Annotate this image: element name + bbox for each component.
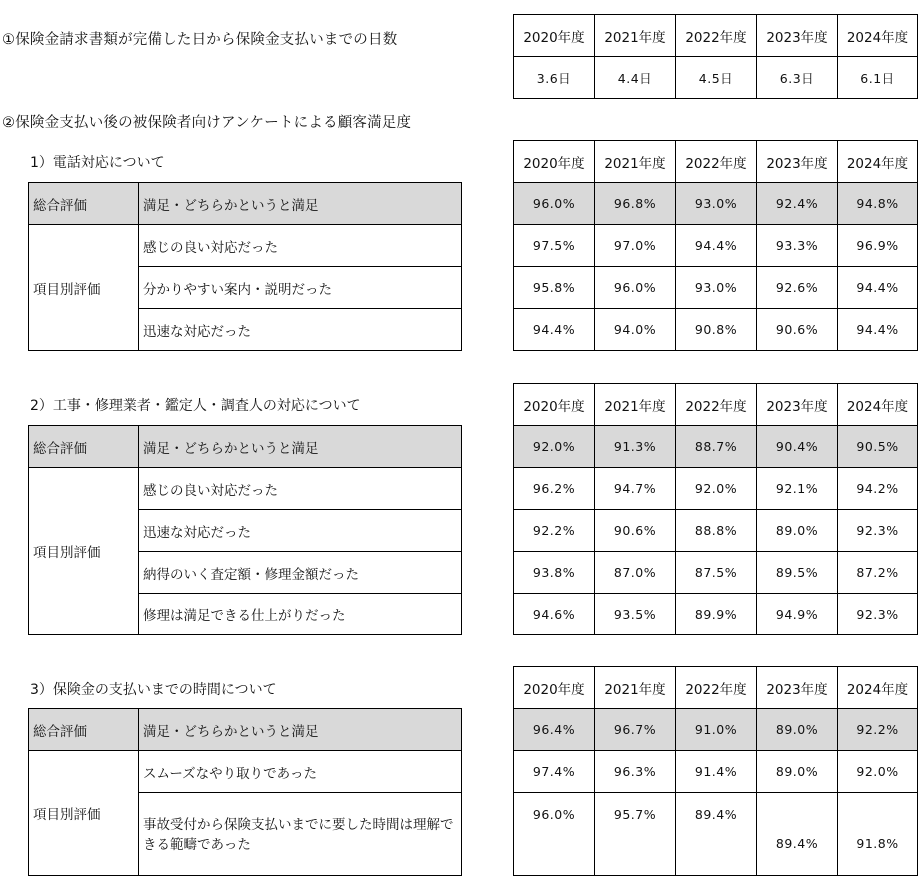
t3-item-1-value-0: 96.0% xyxy=(513,792,595,876)
t3-item-0-value-3: 89.0% xyxy=(756,750,838,793)
t1-overall-value-4: 94.8% xyxy=(837,182,918,225)
t2-item-1-value-2: 88.8% xyxy=(675,509,757,552)
s1-value-3: 6.3日 xyxy=(756,56,838,99)
t2-items-label: 項目別評価 xyxy=(28,467,139,635)
s1-value-4: 6.1日 xyxy=(837,56,918,99)
t1-overall-item: 満足・どちらかというと満足 xyxy=(138,182,462,225)
t1-year-3: 2023年度 xyxy=(756,140,838,183)
t1-items-label: 項目別評価 xyxy=(28,224,139,351)
t3-year-4: 2024年度 xyxy=(837,666,918,709)
t1-overall-value-1: 96.8% xyxy=(594,182,676,225)
t2-item-2-label: 納得のいく査定額・修理金額だった xyxy=(138,551,462,594)
t2-item-3-value-0: 94.6% xyxy=(513,593,595,635)
table3-title: 3）保険金の支払いまでの時間について xyxy=(30,682,277,698)
t2-overall-value-3: 90.4% xyxy=(756,425,838,468)
t2-overall-value-2: 88.7% xyxy=(675,425,757,468)
t2-overall-value-4: 90.5% xyxy=(837,425,918,468)
t1-item-1-value-3: 92.6% xyxy=(756,266,838,309)
t2-item-3-value-3: 94.9% xyxy=(756,593,838,635)
t3-overall-label: 総合評価 xyxy=(28,708,139,751)
table1-title: 1）電話対応について xyxy=(30,155,165,171)
t1-overall-label: 総合評価 xyxy=(28,182,139,225)
t2-item-0-label: 感じの良い対応だった xyxy=(138,467,462,510)
t3-item-0-value-0: 97.4% xyxy=(513,750,595,793)
t2-overall-value-1: 91.3% xyxy=(594,425,676,468)
t3-item-0-value-1: 96.3% xyxy=(594,750,676,793)
t1-item-0-value-3: 93.3% xyxy=(756,224,838,267)
t3-overall-value-4: 92.2% xyxy=(837,708,918,751)
t3-overall-value-0: 96.4% xyxy=(513,708,595,751)
t2-item-1-label: 迅速な対応だった xyxy=(138,509,462,552)
t1-item-2-value-0: 94.4% xyxy=(513,308,595,351)
t1-overall-value-2: 93.0% xyxy=(675,182,757,225)
s1-year-4: 2024年度 xyxy=(837,14,918,57)
t1-item-1-value-0: 95.8% xyxy=(513,266,595,309)
t2-item-2-value-0: 93.8% xyxy=(513,551,595,594)
t1-item-1-value-2: 93.0% xyxy=(675,266,757,309)
s1-value-0: 3.6日 xyxy=(513,56,595,99)
t3-item-0-label: スムーズなやり取りであった xyxy=(138,750,462,793)
t3-item-0-value-2: 91.4% xyxy=(675,750,757,793)
t3-item-1-label: 事故受付から保険支払いまでに要した時間は理解できる範疇であった xyxy=(138,792,462,876)
t2-year-4: 2024年度 xyxy=(837,383,918,426)
t2-item-0-value-1: 94.7% xyxy=(594,467,676,510)
t3-item-0-value-4: 92.0% xyxy=(837,750,918,793)
s1-value-2: 4.5日 xyxy=(675,56,757,99)
t1-item-1-label: 分かりやすい案内・説明だった xyxy=(138,266,462,309)
t1-overall-value-0: 96.0% xyxy=(513,182,595,225)
t1-year-1: 2021年度 xyxy=(594,140,676,183)
t1-item-2-value-1: 94.0% xyxy=(594,308,676,351)
t3-item-1-value-4: 91.8% xyxy=(837,792,918,876)
t1-item-0-value-2: 94.4% xyxy=(675,224,757,267)
t2-item-2-value-2: 87.5% xyxy=(675,551,757,594)
t3-year-3: 2023年度 xyxy=(756,666,838,709)
table2-title: 2）工事・修理業者・鑑定人・調査人の対応について xyxy=(30,398,361,414)
t1-item-2-value-2: 90.8% xyxy=(675,308,757,351)
t3-overall-value-2: 91.0% xyxy=(675,708,757,751)
t3-item-1-value-1: 95.7% xyxy=(594,792,676,876)
t2-item-0-value-3: 92.1% xyxy=(756,467,838,510)
t1-item-0-value-4: 96.9% xyxy=(837,224,918,267)
t1-item-1-value-1: 96.0% xyxy=(594,266,676,309)
t2-year-1: 2021年度 xyxy=(594,383,676,426)
t3-item-1-value-3: 89.4% xyxy=(756,792,838,876)
t1-item-2-value-4: 94.4% xyxy=(837,308,918,351)
t2-item-1-value-4: 92.3% xyxy=(837,509,918,552)
t1-year-4: 2024年度 xyxy=(837,140,918,183)
t1-year-0: 2020年度 xyxy=(513,140,595,183)
t1-item-1-value-4: 94.4% xyxy=(837,266,918,309)
s1-year-2: 2022年度 xyxy=(675,14,757,57)
section2-title: ②保険金支払い後の被保険者向けアンケートによる顧客満足度 xyxy=(2,115,412,131)
s1-year-0: 2020年度 xyxy=(513,14,595,57)
t1-item-0-value-1: 97.0% xyxy=(594,224,676,267)
t2-year-3: 2023年度 xyxy=(756,383,838,426)
t2-item-3-value-4: 92.3% xyxy=(837,593,918,635)
t3-overall-value-1: 96.7% xyxy=(594,708,676,751)
s1-year-1: 2021年度 xyxy=(594,14,676,57)
t3-overall-item: 満足・どちらかというと満足 xyxy=(138,708,462,751)
t3-year-2: 2022年度 xyxy=(675,666,757,709)
t2-item-3-value-2: 89.9% xyxy=(675,593,757,635)
t2-overall-value-0: 92.0% xyxy=(513,425,595,468)
s1-year-3: 2023年度 xyxy=(756,14,838,57)
t2-item-1-value-3: 89.0% xyxy=(756,509,838,552)
t3-items-label: 項目別評価 xyxy=(28,750,139,876)
t1-item-0-value-0: 97.5% xyxy=(513,224,595,267)
t1-item-0-label: 感じの良い対応だった xyxy=(138,224,462,267)
t1-item-2-value-3: 90.6% xyxy=(756,308,838,351)
t3-item-1-value-2: 89.4% xyxy=(675,792,757,876)
t2-year-2: 2022年度 xyxy=(675,383,757,426)
t2-item-0-value-0: 96.2% xyxy=(513,467,595,510)
t3-year-1: 2021年度 xyxy=(594,666,676,709)
t2-item-1-value-1: 90.6% xyxy=(594,509,676,552)
t3-overall-value-3: 89.0% xyxy=(756,708,838,751)
section1-title: ①保険金請求書類が完備した日から保険金支払いまでの日数 xyxy=(2,32,398,48)
t2-overall-item: 満足・どちらかというと満足 xyxy=(138,425,462,468)
t2-item-3-value-1: 93.5% xyxy=(594,593,676,635)
t2-item-3-label: 修理は満足できる仕上がりだった xyxy=(138,593,462,635)
t2-year-0: 2020年度 xyxy=(513,383,595,426)
t2-overall-label: 総合評価 xyxy=(28,425,139,468)
t2-item-1-value-0: 92.2% xyxy=(513,509,595,552)
t2-item-0-value-2: 92.0% xyxy=(675,467,757,510)
t1-item-2-label: 迅速な対応だった xyxy=(138,308,462,351)
t2-item-2-value-1: 87.0% xyxy=(594,551,676,594)
t2-item-0-value-4: 94.2% xyxy=(837,467,918,510)
t3-year-0: 2020年度 xyxy=(513,666,595,709)
t1-overall-value-3: 92.4% xyxy=(756,182,838,225)
t2-item-2-value-4: 87.2% xyxy=(837,551,918,594)
s1-value-1: 4.4日 xyxy=(594,56,676,99)
t1-year-2: 2022年度 xyxy=(675,140,757,183)
t2-item-2-value-3: 89.5% xyxy=(756,551,838,594)
